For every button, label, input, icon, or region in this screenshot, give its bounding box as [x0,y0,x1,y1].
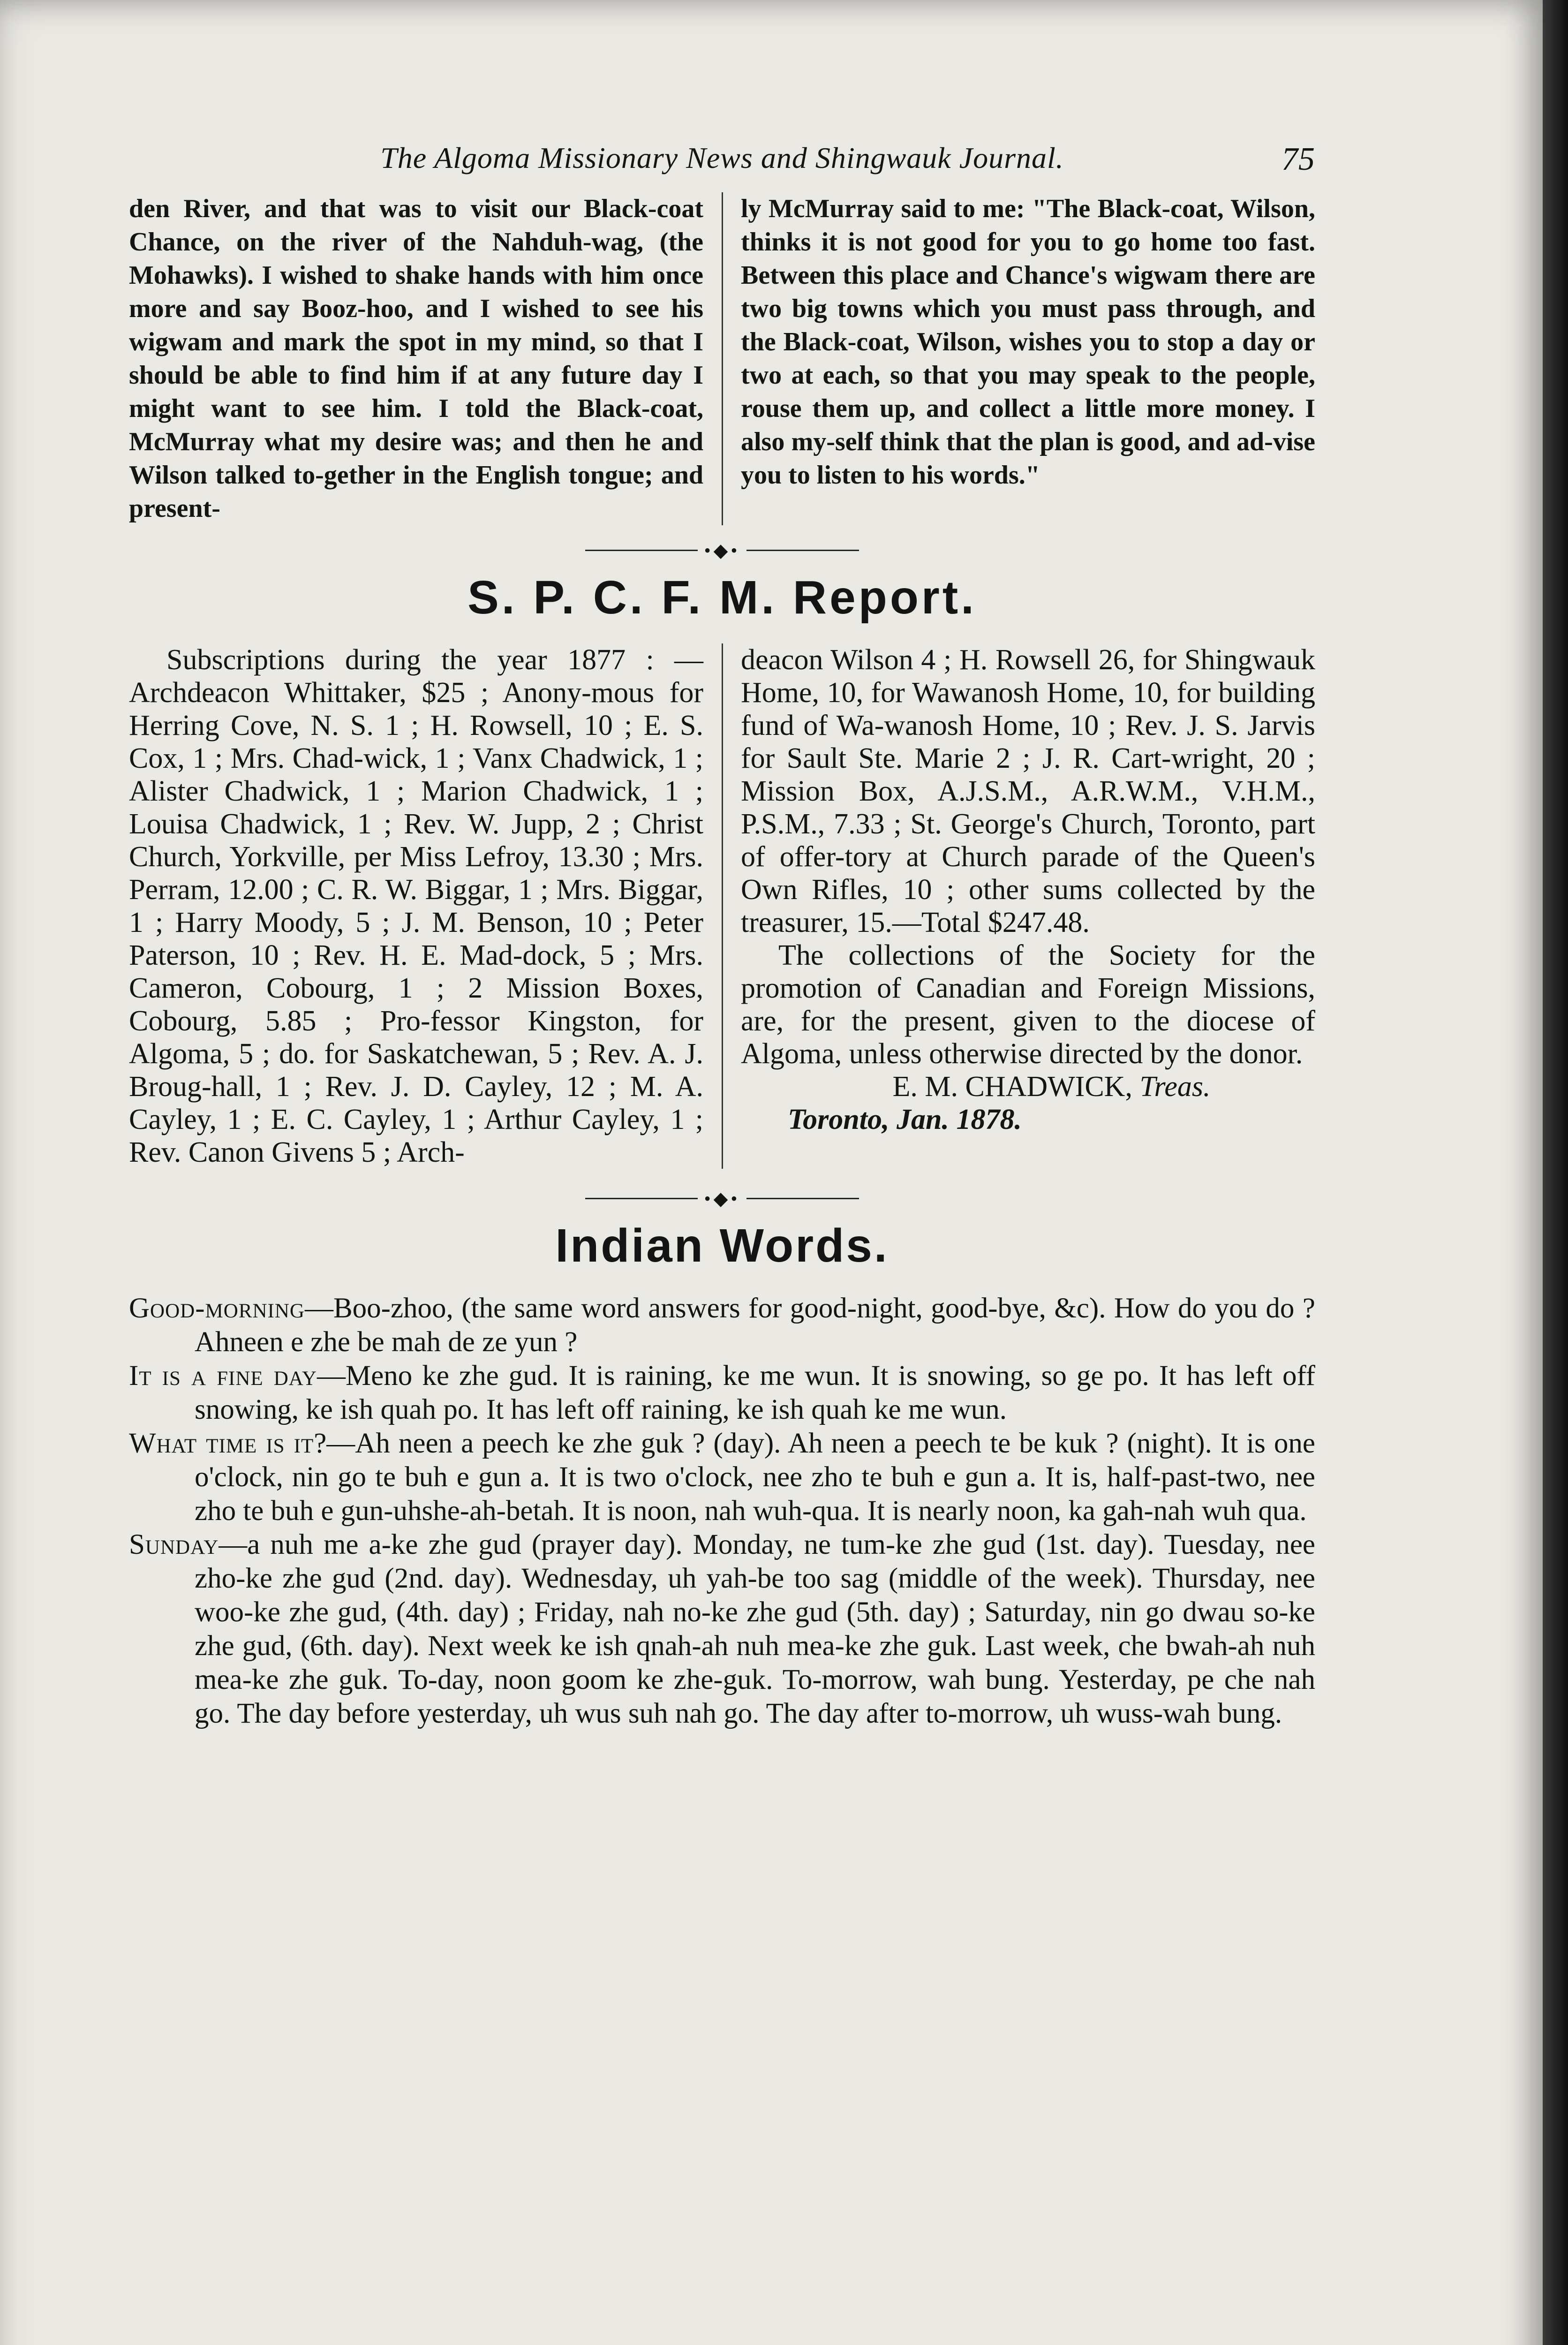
divider-line [585,1198,698,1199]
entry-term: Sunday [129,1529,219,1560]
right-column [741,192,1315,525]
section-divider-ornament [129,539,1315,561]
scan-edge [1543,0,1568,2345]
page-number: 75 [1282,141,1315,177]
divider-line [746,1198,859,1199]
column-rule [722,192,723,525]
divider-flourish-icon: •◆• [704,1188,740,1209]
entry-term: It is a fine day [129,1360,317,1392]
paragraph: deacon Wilson 4 ; H. Rowsell 26, for Shingwauk Home, 10, for Wawanosh Home, 10, for building fund of Wa-wanosh Home, 10 ; Rev. J. S. Jarvis for Sault Ste. Marie 2 ; J. R. Cart-wright, 20 ; Mission Box, A.J.S.M., A.R.W.M., V.H.M., P.S.M., 7.33 ; St. George's Church, Toronto, part of offer-tory at Church parade of the Queen's Own Rifles, 10 ; other sums collected by the treasurer, 15.—Total $247.48. [741,644,1315,938]
word-entry [129,1427,1315,1528]
dateline: Toronto, Jan. 1878. [788,1104,1022,1135]
word-entry [129,1292,1315,1359]
section-divider-ornament [129,1188,1315,1210]
indian-words-title: Indian Words. [555,1219,889,1272]
entry-term: What time is it [129,1428,314,1459]
paragraph: Subscriptions during the year 1877 : —Archdeacon Whittaker, $25 ; Anony-mous for Herring Cove, N. S. 1 ; H. Rowsell, 10 ; E. S. Cox, 1 ; Mrs. Chad-wick, 1 ; Vanx Chadwick, 1 ; Alister Chadwick, 1 ; Marion Chadwick, 1 ; Louisa Chadwick, 1 ; Rev. W. Jupp, 2 ; Christ Church, Yorkville, per Miss Lefroy, 13.30 ; Mrs. Perram, 12.00 ; C. R. W. Biggar, 1 ; Mrs. Biggar, 1 ; Harry Moody, 5 ; J. M. Benson, 10 ; Peter Paterson, 10 ; Rev. H. E. Mad-dock, 5 ; Mrs. Cameron, Cobourg, 1 ; 2 Mission Boxes, Cobourg, 5.85 ; Pro-fessor Kingston, for Algoma, 5 ; do. for Saskatchewan, 5 ; Rev. A. J. Broug-hall, 1 ; Rev. J. D. Cayley, 12 ; M. A. Cayley, 1 ; E. C. Cayley, 1 ; Arthur Cayley, 1 ; Rev. Canon Givens 5 ; Arch- [129,644,703,1168]
report-columns [129,643,1315,1169]
entry-term: Good-morning [129,1293,305,1324]
word-entry [129,1359,1315,1427]
entry-text: —a nuh me a-ke zhe gud (prayer day). Monday, ne tum-ke zhe gud (1st. day). Tuesday, nee zho-ke zhe gud (2nd. day). Wednesday, uh yah-be too sag (middle of the week). Thursday, nee woo-ke zhe gud, (4th. day) ; Friday, nah no-ke zhe gud (5th. day) ; Saturday, nin go dwau so-ke zhe gud, (6th. day). Next week ke ish qnah-ah nuh mea-ke zhe guk. Last week, che bwah-ah nuh mea-ke zhe guk. To-day, noon goom ke zhe-guk. To-morrow, wah bung. Yesterday, pe che nah go. The day before yesterday, uh wus suh nah go. The day after to-morrow, uh wuss-wah bung. [195,1529,1315,1729]
paragraph: The collections of the Society for the promotion of Canadian and Foreign Missions, are, for the present, given to the diocese of Algoma, unless otherwise directed by the donor. [741,939,1315,1070]
signature [741,1070,1315,1103]
word-entry [129,1528,1315,1731]
top-columns [129,192,1315,525]
paragraph: ly McMurray said to me: "The Black-coat, Wilson, thinks it is not good for you to go home too fast. Between this place and Chance's wigwam there are two big towns which you must pass through, and the Black-coat, Wilson, wishes you to stop a day or two at each, so that you may speak to the people, rouse them up, and collect a little more money. I also my-self think that the plan is good, and ad-vise you to listen to his words." [741,194,1315,490]
journal-title: The Algoma Missionary News and Shingwauk Journal. [380,141,1064,174]
column-rule [722,643,723,1169]
divider-line [585,550,698,551]
divider-flourish-icon: •◆• [704,540,740,561]
page-content [129,141,1315,1731]
indian-words-list [129,1292,1315,1731]
entry-text: —Meno ke zhe gud. It is raining, ke me wun. It is snowing, so ge po. It has left off snowing, ke ish quah po. It has left off raining, ke ish quah ke me wun. [195,1360,1315,1425]
left-column [129,643,703,1169]
left-column [129,192,703,525]
paragraph: den River, and that was to visit our Black-coat Chance, on the river of the Nahduh-wag, (the Mohawks). I wished to shake hands with him once more and say Booz-hoo, and I wished to see his wigwam and mark the spot in my mind, so that I should be able to find him if at any future day I might want to see him. I told the Black-coat, McMurray what my desire was; and then he and Wilson talked to-gether in the English tongue; and present- [129,194,703,523]
signature-role: Treas. [1139,1071,1211,1103]
right-column [741,643,1315,1169]
entry-text: —Boo-zhoo, (the same word answers for good-night, good-bye, &c). How do you do ? Ahneen e zhe be mah de ze yun ? [195,1293,1315,1358]
divider-line [746,550,859,551]
report-title: S. P. C. F. M. Report. [467,571,977,624]
running-header [129,141,1315,192]
signature-name: E. M. CHADWICK, [892,1071,1132,1103]
entry-text: ?—Ah neen a peech ke zhe guk ? (day). Ah neen a peech te be kuk ? (night). It is one o'clock, nin go te buh e gun a. It is two o'clock, nee zho te buh e gun a. It is, half-past-two, nee zho te buh e gun-uhshe-ah-betah. It is noon, nah wuh-qua. It is nearly noon, ka gah-nah wuh qua. [195,1428,1315,1527]
